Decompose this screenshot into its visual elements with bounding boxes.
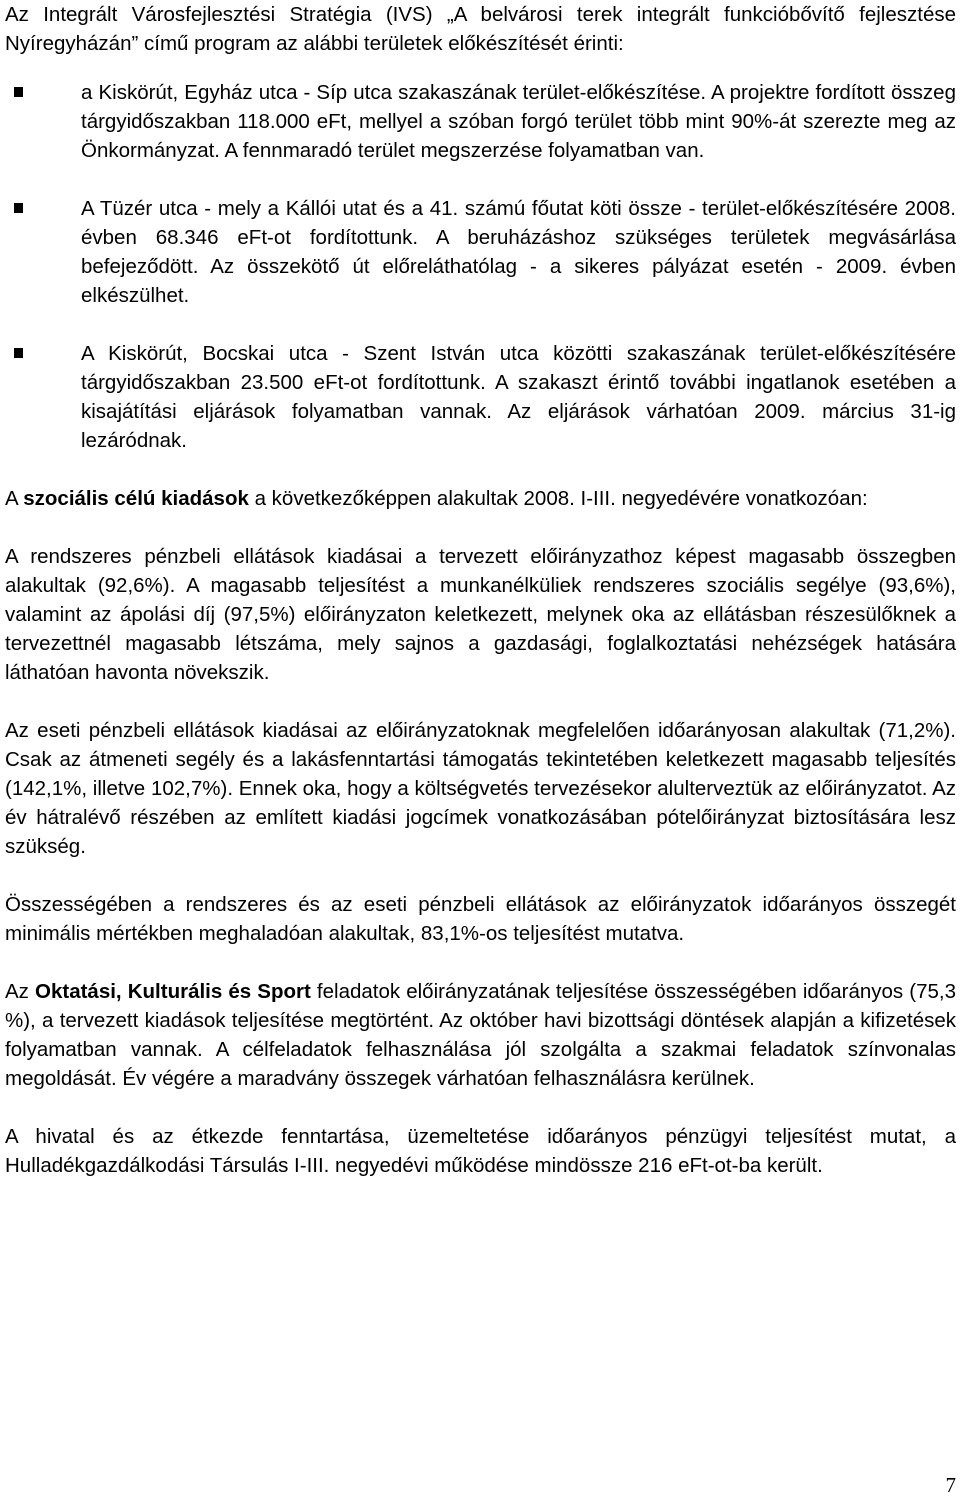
- square-bullet-icon: [14, 87, 23, 97]
- intro-paragraph: Az Integrált Városfejlesztési Stratégia (IVS) „A belvárosi terek integrált funkcióbővítő fejlesztése Nyíregyházán” című program az alábbi területek előkészítését érinti:: [5, 3, 956, 55]
- square-bullet-icon: [14, 203, 23, 213]
- total-benefits-paragraph: Összességében a rendszeres és az eseti pénzbeli ellátások az előirányzatok időarányos összegét minimális mértékben meghaladóan alakultak, 83,1%-os teljesítést mutatva.: [5, 893, 956, 945]
- social-expenses-heading: A szociális célú kiadások a következőképpen alakultak 2008. I-III. negyedévére vonatkozóan:: [5, 487, 868, 510]
- bullet-text: a Kiskörút, Egyház utca - Síp utca szakaszának terület-előkészítése. A projektre fordított összeg tárgyidőszakban 118.000 eFt, mellyel a szóban forgó terület több mint 90%-át szerezte meg az Önkormányzat. A fennmaradó terület megszerzése folyamatban van.: [81, 81, 956, 162]
- occasional-benefits-paragraph: Az eseti pénzbeli ellátások kiadásai az előirányzatoknak megfelelően időarányosan alakultak (71,2%). Csak az átmeneti segély és a lakásfenntartási támogatás tekintetében keletkezett magasabb teljesítés (142,1%, illetve 102,7%). Ennek oka, hogy a költségvetés tervezésekor alulterveztük az előirányzatot. Az év hátralévő részében az említett kiadási jogcímek vonatkozásában pótelőirányzat biztosítására lesz szükség.: [5, 719, 956, 858]
- social-expenses-bold: szociális célú kiadások: [23, 487, 249, 510]
- page-number: 7: [945, 1473, 956, 1497]
- bullet-text: A Tüzér utca - mely a Kállói utat és a 41. számú főutat köti össze - terület-előkészítésére 2008. évben 68.346 eFt-ot fordítottunk. A beruházáshoz szükséges területek megvásárlása befejeződött. Az összekötő út előreláthatólag - a sikeres pályázat esetén - 2009. évben elkészülhet.: [81, 197, 956, 307]
- document-page: [5, 0, 956, 1180]
- square-bullet-icon: [14, 348, 23, 358]
- list-item: [5, 78, 956, 165]
- education-paragraph: Az Oktatási, Kulturális és Sport feladatok előirányzatának teljesítése összességében időarányos (75,3 %), a tervezett kiadások teljesítése megtörtént. Az október havi bizottsági döntések alapján a kifizetések folyamatban vannak. A célfeladatok felhasználása jól szolgálta a szakmai feladatok színvonalas megoldását. Év végére a maradvány összegek várhatóan felhasználásra kerülnek.: [5, 980, 956, 1090]
- bullet-text: A Kiskörút, Bocskai utca - Szent István utca közötti szakaszának terület-előkészítésére tárgyidőszakban 23.500 eFt-ot fordítottunk. A szakaszt érintő további ingatlanok esetében a kisajátítási eljárások folyamatban vannak. Az eljárások várhatóan 2009. március 31-ig lezáródnak.: [81, 342, 956, 452]
- list-item: [5, 339, 956, 455]
- list-item: [5, 194, 956, 310]
- office-paragraph: A hivatal és az étkezde fenntartása, üzemeltetése időarányos pénzügyi teljesítést mutat, a Hulladékgazdálkodási Társulás I-III. negyedévi működése mindössze 216 eFt-ot-ba került.: [5, 1125, 956, 1177]
- education-bold: Oktatási, Kulturális és Sport: [35, 980, 311, 1003]
- regular-benefits-paragraph: A rendszeres pénzbeli ellátások kiadásai a tervezett előirányzathoz képest magasabb összegben alakultak (92,6%). A magasabb teljesítést a munkanélküliek rendszeres szociális segélye (93,6%), valamint az ápolási díj (97,5%) előirányzaton keletkezett, melynek oka az ellátásban részesülőknek a tervezettnél magasabb létszáma, mely sajnos a gazdasági, foglalkoztatási nehézségek hatására láthatóan havonta növekszik.: [5, 545, 956, 684]
- project-bullet-list: [5, 78, 956, 455]
